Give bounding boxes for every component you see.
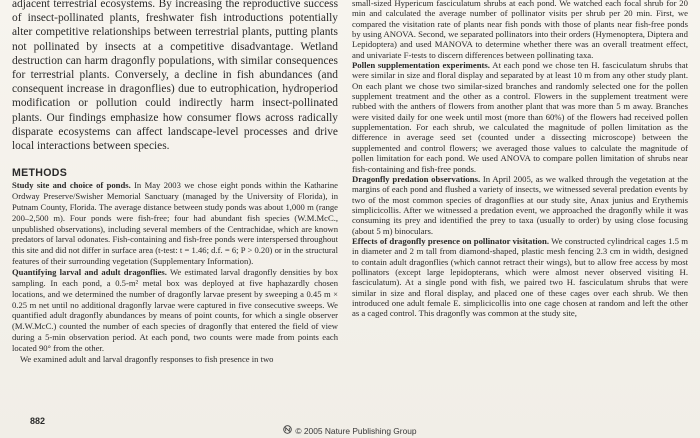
methods-section [12, 180, 338, 364]
paragraph-text: We constructed cylindrical cages 1.5 m in diameter and 2 m tall from diamond-shaped, plastic mesh fencing 2.3 cm in width, designed to contain adult dragonflies (which cannot retract their wings), but to allow free access by most pollinators (except large lepidopterans, which were almost never observed visiting H. fasciculatum). At a single pond with fish, we paired two H. fasciculatum shrubs that were similar in size and floral display, and placed one of these cages over each shrub. We then introduced one adult female E. simplicicollis into one cage chosen at random and left the other as a caged control. This dragonfly was common at the study site, [352, 235, 688, 319]
nature-publishing-group-logo-icon [283, 425, 292, 436]
page-number: 882 [30, 416, 46, 426]
paragraph-dragonfly-predation [352, 174, 688, 236]
paragraph-text: small-sized Hypericum fasciculatum shrubs at each pond. We watched each focal shrub for 20 min and calculated the average number of pollinator visits per shrub per 20 min. First, we compared the visitation rate of plants near fish ponds with those of plants near fish-free ponds by using ANOVA. Second, we separated pollinators into their orders (Hymenoptera, Diptera and Lepidoptera) and used MANOVA to determine whether there was an overall treatment effect, and univariate F-tests to discern differences between pollinating taxa. [352, 0, 688, 60]
paragraph-text: At each pond we chose ten H. fasciculatum shrubs that were similar in size and floral display and separated by at least 10 m from any other study plant. On each plant we chose two similar-sized branches and randomly selected one for the pollen supplement treatment and the other as a control. Flowers in the supplement treatment were rubbed with the anthers of flowers from another plant that was more than 5 m away. Branches were visited daily for one week until most (more than 60%) of the flowers had received pollen supplementation. For each shrub, we calculated the magnitude of pollen limitation as the difference in average seed set (counted under a dissecting microscope) between the supplemented and control flowers; we averaged those values to calculate the magnitude of pollen limitation for each pond. We used ANOVA to compare pollen limitation of shrubs near fish-containing and fish-free ponds. [352, 60, 688, 174]
methods-paragraph-quantifying [12, 267, 338, 354]
run-in-heading: Dragonfly predation observations. [352, 173, 481, 184]
paragraph-pollen-supplementation [352, 60, 688, 174]
paragraph-text: In April 2005, as we walked through the vegetation at the margins of each pond and flushed a variety of insects, we witnessed several predation events by two of the most common species of dragonflies at our study site, Anax junius and Erythemis simplicicollis. After we witnessed a predation event, we approached the dragonfly while it was consuming its prey and identified the prey to taxa (usually to order) by using close focusing (about 5 m) binoculars. [352, 173, 688, 236]
intro-paragraph: adjacent terrestrial ecosystems. By increasing the reproductive success of insect-pollinated plants, freshwater fish introductions potentially alter competitive relationships between terrestrial plants, putting plants not pollinated by insects at a competitive disadvantage. Wetland destruction can harm dragonfly populations, with similar consequences for terrestrial plants. Conversely, a decline in fish abundances (and consequent increase in dragonflies) due to eutrophication, hydroperiod modification or pollution could indirectly harm insect-pollinated plants. Our findings emphasize how consumer flows across radically disparate ecosystems can affect landscape-level processes and drive local interactions between species. [12, 0, 338, 153]
paragraph-text: In May 2003 we chose eight ponds within the Katharine Ordway Preserve/Swisher Memorial Sanctuary (managed by the University of Florida), in Putnam County, Florida. The average distance between study ponds was about 1,000 m (range 200–2,500 m). Four ponds were fish-free; four had abundant fish species (W.M.McC., unpublished observations), including several members of the Centrachidae, which are known predators of larval odonates. Fish-containing and fish-free ponds were interspersed throughout this site and did not differ in surface area (t-test: t = 1.46; d.f. = 6; P > 0.20) or in the structural features of their surrounding vegetation (Supplementary Information). [12, 180, 338, 267]
run-in-heading: Pollen supplementation experiments. [352, 60, 490, 71]
paragraph-text: We estimated larval dragonfly densities by box sampling. In each pond, a 0.5-m² metal box was deployed at five haphazardly chosen locations, and we determined the number of dragonfly larvae present by sweeping a 0.45 m × 0.25 m net until no additional dragonfly larvae were captured in five consecutive sweeps. We quantified adult dragonfly abundances by means of point counts, for which a single observer (M.W.McC.) counted the number of each species of dragonfly that entered the field of view during a 5-min observation period. At each pond, two counts were made from points each located 90° from the other. [12, 266, 338, 353]
copyright-text: © 2005 Nature Publishing Group [295, 426, 417, 436]
footer [0, 425, 700, 436]
methods-heading: METHODS [12, 167, 68, 180]
methods-paragraph-study-site [12, 180, 338, 267]
right-column [352, 0, 688, 416]
left-column [12, 0, 338, 416]
paragraph-pollinator-visits [352, 0, 688, 60]
paragraph-dragonfly-effects [352, 236, 688, 319]
run-in-heading: Quantifying larval and adult dragonflies. [12, 266, 167, 277]
paragraph-text: We examined adult and larval dragonfly responses to fish presence in two [20, 353, 274, 364]
methods-paragraph-examined [12, 354, 338, 365]
run-in-heading: Study site and choice of ponds. [12, 180, 131, 191]
run-in-heading: Effects of dragonfly presence on pollinator visitation. [352, 235, 549, 246]
